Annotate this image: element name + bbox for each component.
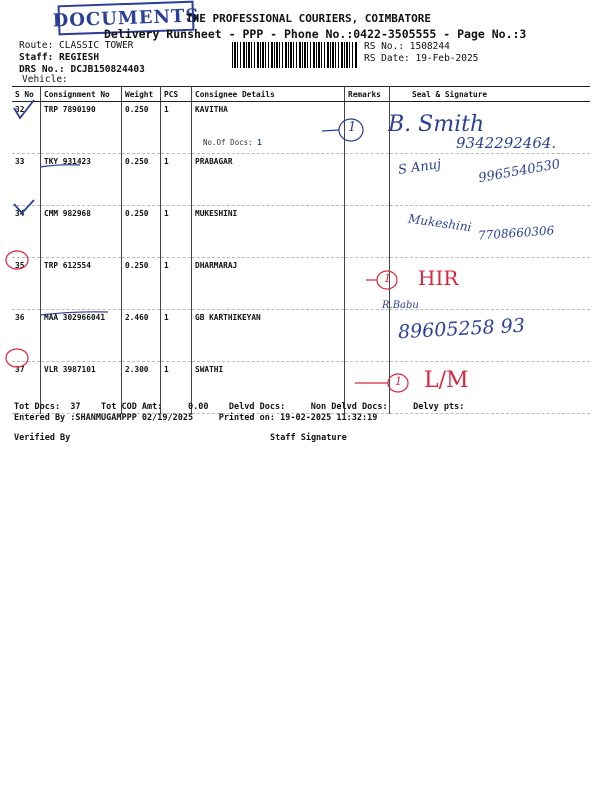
- signature-34-name: Mukeshini: [407, 211, 473, 235]
- row-remarks: [345, 154, 390, 206]
- rs-date: RS Date: 19-Feb-2025: [364, 53, 479, 64]
- consignee-name: KAVITHA: [195, 105, 228, 114]
- row-consignee: MUKESHINI: [192, 206, 345, 258]
- signature-36-name: R.Babu: [382, 300, 419, 311]
- route-line: Route: CLASSIC TOWER: [19, 40, 134, 51]
- staff-signature-label: Staff Signature: [270, 433, 347, 443]
- row-consignee: GB KARTHIKEYAN: [192, 310, 345, 362]
- row-consignment: CMM 982968: [41, 206, 122, 258]
- remark-32: 1: [348, 120, 357, 135]
- row-weight: 0.250: [122, 154, 161, 206]
- totals-line: Tot Docs: 37 Tot COD Amt: 0.00 Delvd Docs: Non Delvd Docs: Delvy pts:: [14, 402, 465, 412]
- row-consignment: TKY 931423: [41, 154, 122, 206]
- row-sno: 32: [12, 102, 41, 154]
- no-of-docs-value: 1: [257, 138, 262, 147]
- signature-36-phone: 89605258 93: [397, 314, 526, 344]
- row-weight: 2.300: [122, 362, 161, 414]
- row-consignee: [192, 102, 345, 154]
- remark-35: 1: [384, 272, 391, 285]
- col-consignment: Consignment No: [41, 87, 122, 102]
- row-pcs: 1: [161, 310, 192, 362]
- col-pcs: PCS: [161, 87, 192, 102]
- no-of-docs: [203, 138, 341, 147]
- row-remarks: [345, 206, 390, 258]
- table-header-row: [12, 87, 590, 102]
- runsheet-title: Delivery Runsheet - PPP - Phone No.:0422-3505555 - Page No.:3: [104, 27, 527, 41]
- signature-33-name: S Anuj: [397, 157, 443, 178]
- row-consignment: TRP 612554: [41, 258, 122, 310]
- row-weight: 0.250: [122, 206, 161, 258]
- row-sno: 36: [12, 310, 41, 362]
- row-pcs: 1: [161, 102, 192, 154]
- row-weight: 0.250: [122, 102, 161, 154]
- signature-34-phone: 7708660306: [477, 223, 555, 243]
- row-consignee: DHARMARAJ: [192, 258, 345, 310]
- remark-37: 1: [395, 375, 402, 388]
- row-sno: 37: [12, 362, 41, 414]
- signature-33-phone: 9965540530: [477, 156, 562, 187]
- signature-32-name: B. Smith: [388, 112, 485, 137]
- rs-number: RS No.: 1508244: [364, 41, 450, 52]
- row-consignment: TRP 7890190: [41, 102, 122, 154]
- entered-by-line: Entered By :SHANMUGAMPPP 02/19/2025 Printed on: 19-02-2025 11:32:19: [14, 413, 378, 423]
- row-weight: 2.460: [122, 310, 161, 362]
- row-weight: 0.250: [122, 258, 161, 310]
- staff-line: Staff: REGIESH: [19, 52, 100, 63]
- col-weight: Weight: [122, 87, 161, 102]
- table-row: [12, 258, 590, 310]
- vehicle-line: Vehicle:: [22, 74, 68, 85]
- col-sno: S No: [12, 87, 41, 102]
- row-consignee: PRABAGAR: [192, 154, 345, 206]
- company-name: THE PROFESSIONAL COURIERS, COIMBATORE: [186, 12, 432, 25]
- no-of-docs-label: No.Of Docs:: [203, 138, 253, 147]
- drs-number: DRS No.: DCJB150824403: [19, 64, 145, 75]
- row-pcs: 1: [161, 362, 192, 414]
- remark-37-note: L/M: [424, 368, 469, 393]
- row-remarks: [345, 310, 390, 362]
- row-sno: 34: [12, 206, 41, 258]
- row-pcs: 1: [161, 206, 192, 258]
- col-remarks: Remarks: [345, 87, 390, 102]
- col-seal-signature: Seal & Signature: [390, 87, 591, 102]
- row-consignee: SWATHI: [192, 362, 345, 414]
- col-consignee: Consignee Details: [192, 87, 345, 102]
- documents-stamp: DOCUMENTS: [58, 1, 195, 36]
- row-pcs: 1: [161, 258, 192, 310]
- row-consignment: VLR 3987101: [41, 362, 122, 414]
- row-consignment: MAA 302966041: [41, 310, 122, 362]
- verified-by: Verified By: [14, 433, 71, 443]
- row-sno: 35: [12, 258, 41, 310]
- signature-32-phone: 9342292464.: [456, 134, 557, 152]
- row-sno: 33: [12, 154, 41, 206]
- remark-35-note: HIR: [418, 266, 459, 290]
- barcode: [232, 42, 357, 68]
- row-pcs: 1: [161, 154, 192, 206]
